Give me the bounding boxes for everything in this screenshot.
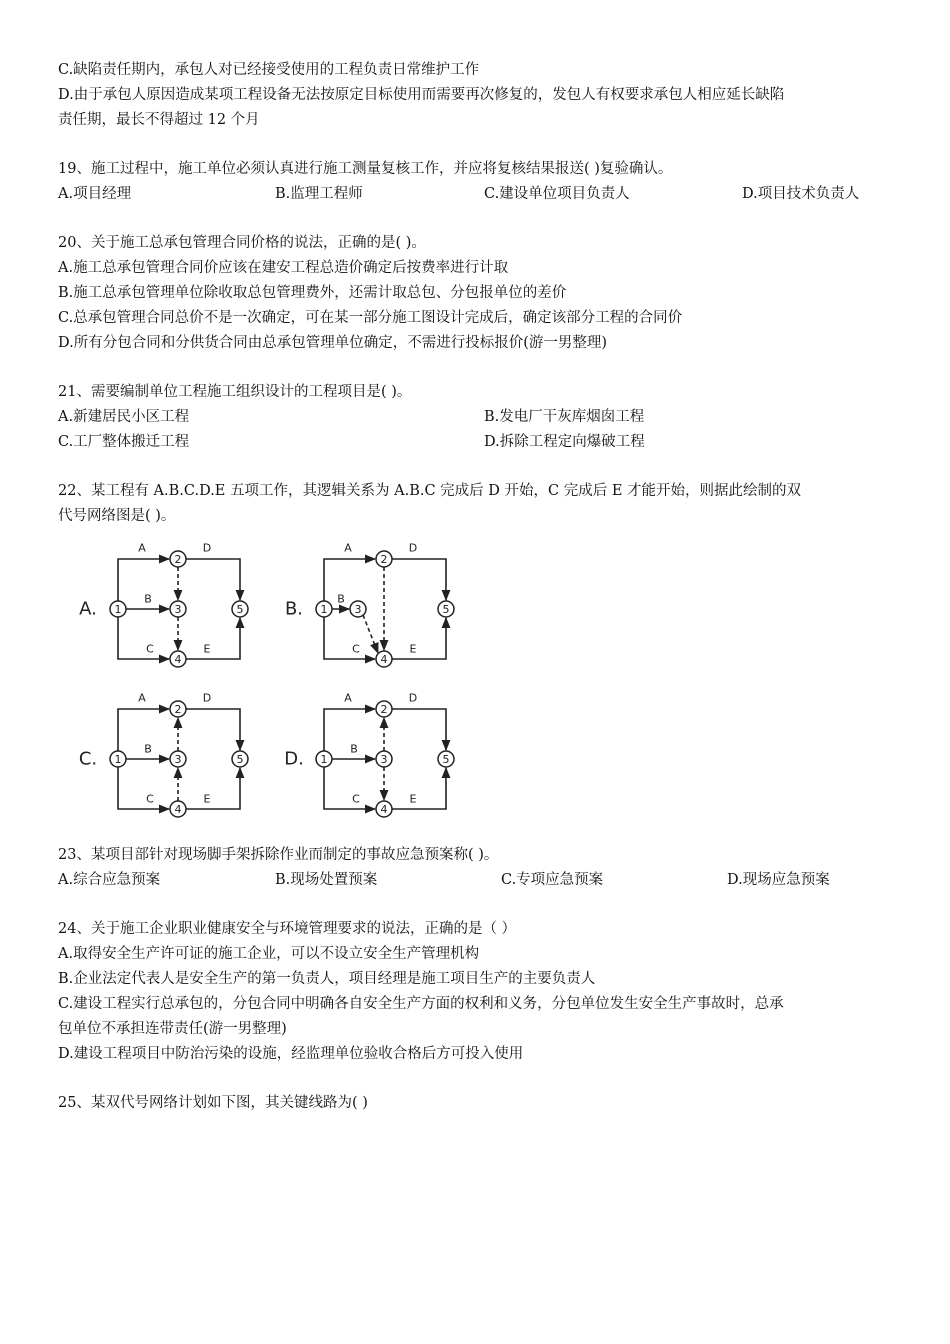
option-label-D: D. [284,748,304,770]
node-label-5: 5 [236,753,244,766]
activity-e-arrow [186,768,240,809]
node-label-5: 5 [442,753,450,766]
activity-d-label: D [408,541,418,555]
q19-option-b: B.监理工程师 [275,186,363,202]
q23-option-d: D.现场应急预案 [727,872,830,888]
activity-c-label: C [352,642,360,656]
activity-a-label: A [138,541,146,555]
q20-stem: 20、关于施工总承包管理合同价格的说法，正确的是( )。 [58,235,426,251]
node-label-2: 2 [380,553,388,566]
exam-page [58,58,898,1116]
network-option-A [79,542,248,668]
q22-stem-line1: 22、某工程有 A.B.C.D.E 五项工作，其逻辑关系为 A.B.C 完成后 D 开始，C 完成后 E 才能开始，则据此绘制的双 [58,483,802,499]
q23-option-b: B.现场处置预案 [275,872,378,888]
node-label-4: 4 [174,653,182,666]
dummy-3-4 [363,615,378,653]
activity-e-arrow [392,768,446,809]
activity-d-label: D [408,691,418,705]
activity-a-arrow [324,559,375,601]
activity-d-label: D [202,691,212,705]
q19-option-a: A.项目经理 [58,186,132,202]
activity-e-label: E [203,792,211,806]
q19-stem: 19、施工过程中，施工单位必须认真进行施工测量复核工作，并应将复核结果报送( )复验确认。 [58,161,673,177]
activity-a-label: A [344,541,352,555]
activity-c-label: C [352,792,360,806]
q24-option-a: A.取得安全生产许可证的施工企业，可以不设立安全生产管理机构 [58,946,480,962]
q20-option-a: A.施工总承包管理合同价应该在建安工程总造价确定后按费率进行计取 [58,260,509,276]
q22-network-diagrams [58,537,898,837]
activity-c-arrow [324,767,375,809]
q20-option-c: C.总承包管理合同总价不是一次确定，可在某一部分施工图设计完成后，确定该部分工程的合同价 [58,310,683,326]
q19-option-c: C.建设单位项目负责人 [484,186,630,202]
q23-options [58,868,898,893]
activity-e-arrow [186,618,240,659]
q20-option-b: B.施工总承包管理单位除收取总包管理费外，还需计取总包、分包报单位的差价 [58,285,567,301]
node-label-1: 1 [320,753,328,766]
activity-d-arrow [392,709,446,750]
node-label-3: 3 [354,603,362,616]
activity-b-label: B [144,742,152,756]
node-label-3: 3 [174,753,182,766]
network-option-C [79,692,248,818]
node-label-1: 1 [320,603,328,616]
q19-options [58,182,898,207]
q21-option-a: A.新建居民小区工程 [58,409,190,425]
q23-option-a: A.综合应急预案 [58,872,161,888]
q20-option-d: D.所有分包合同和分供货合同由总承包管理单位确定，不需进行投标报价(游一男整理) [58,335,608,351]
node-label-4: 4 [380,653,388,666]
q24-option-c-line2: 包单位不承担连带责任(游一男整理) [58,1021,287,1037]
activity-d-arrow [186,559,240,600]
activity-c-arrow [118,617,169,659]
q21-option-c: C.工厂整体搬迁工程 [58,434,190,450]
q21-option-d: D.拆除工程定向爆破工程 [484,434,645,450]
node-label-1: 1 [114,753,122,766]
q24-stem: 24、关于施工企业职业健康安全与环境管理要求的说法，正确的是（ ） [58,921,517,937]
activity-e-label: E [409,792,417,806]
q21-options-row2 [58,430,898,455]
node-label-5: 5 [236,603,244,616]
q24-option-c-line1: C.建设工程实行总承包的，分包合同中明确各自安全生产方面的权利和义务，分包单位发生安全生产事故时，总承 [58,996,784,1012]
activity-a-label: A [138,691,146,705]
node-label-5: 5 [442,603,450,616]
activity-c-label: C [146,792,154,806]
option-label-C: C. [78,748,98,770]
node-label-4: 4 [380,803,388,816]
q22-stem-line2: 代号网络图是( )。 [58,508,176,524]
activity-e-label: E [409,642,417,656]
activity-c-arrow [324,617,375,659]
node-label-2: 2 [380,703,388,716]
activity-d-arrow [392,559,446,600]
activity-b-label: B [337,592,345,606]
activity-e-label: E [203,642,211,656]
q25-stem: 25、某双代号网络计划如下图，其关键线路为( ) [58,1095,368,1111]
activity-a-label: A [344,691,352,705]
q23-option-c: C.专项应急预案 [501,872,604,888]
node-label-4: 4 [174,803,182,816]
activity-c-arrow [118,767,169,809]
option-label-A: A. [79,598,97,620]
activity-b-label: B [350,742,358,756]
q23-stem: 23、某项目部针对现场脚手架拆除作业而制定的事故应急预案称( )。 [58,847,499,863]
activity-c-label: C [146,642,154,656]
q18-option-d-line2: 责任期，最长不得超过 12 个月 [58,112,260,128]
option-label-B: B. [284,598,304,620]
q18-option-c: C.缺陷责任期内，承包人对已经接受使用的工程负责日常维护工作 [58,62,480,78]
q21-stem: 21、需要编制单位工程施工组织设计的工程项目是( )。 [58,384,412,400]
network-diagrams-svg [58,537,518,837]
activity-e-arrow [392,618,446,659]
q21-options-row1 [58,405,898,430]
activity-b-label: B [144,592,152,606]
node-label-2: 2 [174,553,182,566]
q18-option-d-line1: D.由于承包人原因造成某项工程设备无法按原定目标使用而需要再次修复的，发包人有权要求承包人相应延长缺陷 [58,87,785,103]
node-label-3: 3 [380,753,388,766]
q24-option-d: D.建设工程项目中防治污染的设施，经监理单位验收合格后方可投入使用 [58,1046,524,1062]
node-label-1: 1 [114,603,122,616]
activity-d-label: D [202,541,212,555]
q19-option-d: D.项目技术负责人 [742,186,860,202]
node-label-2: 2 [174,703,182,716]
network-option-D [284,692,454,818]
node-label-3: 3 [174,603,182,616]
activity-d-arrow [186,709,240,750]
q21-option-b: B.发电厂干灰库烟囱工程 [484,409,645,425]
q24-option-b: B.企业法定代表人是安全生产的第一负责人，项目经理是施工项目生产的主要负责人 [58,971,596,987]
network-option-B [285,542,454,668]
